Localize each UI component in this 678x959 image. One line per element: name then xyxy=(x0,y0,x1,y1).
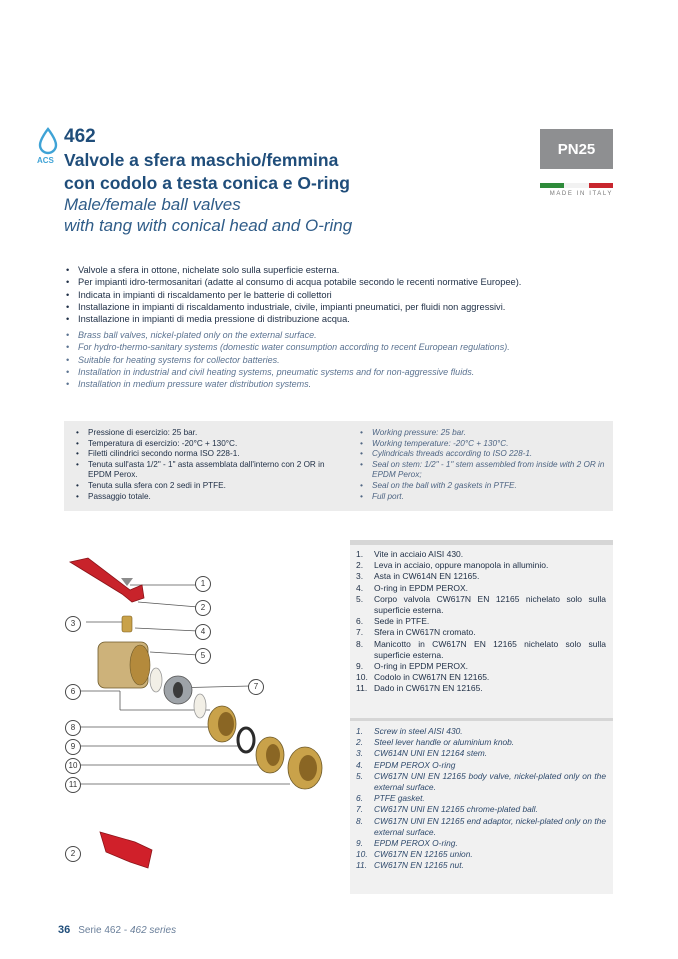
item-text: PTFE gasket. xyxy=(374,793,425,804)
item-text: CW617N UNI EN 12165 body valve, nickel-plated only on the external surface. xyxy=(374,770,606,793)
series-english: 462 series xyxy=(129,925,177,936)
list-item: • Valvole a sfera in ottone, nichelate solo sulla superficie esterna. xyxy=(64,264,624,276)
list-item xyxy=(356,793,606,804)
list-item: • Full port. xyxy=(358,492,610,503)
list-item: • Seal on stem: 1/2" - 1" stem assembled from inside with 2 OR in EPDM Perox; xyxy=(358,460,610,481)
item-number: 6. xyxy=(356,616,364,627)
list-item xyxy=(356,737,606,748)
parts-box-divider xyxy=(350,718,613,721)
list-item: • Indicata in impianti di riscaldamento per le batterie di collettori xyxy=(64,289,624,301)
page-title-english xyxy=(64,194,504,236)
list-item xyxy=(356,838,606,849)
item-number: 6. xyxy=(356,793,363,804)
list-item xyxy=(356,804,606,815)
item-text: O-ring in EPDM PEROX. xyxy=(374,582,468,593)
item-text: O-ring in EPDM PEROX. xyxy=(374,661,468,672)
list-item xyxy=(356,672,606,683)
list-item xyxy=(356,683,606,694)
item-text: Codolo in CW617N EN 12165. xyxy=(374,672,490,683)
callout-4: 4 xyxy=(195,624,211,640)
specs-list-english xyxy=(358,428,610,502)
list-item: • Temperatura di esercizio: -20°C + 130°C. xyxy=(74,439,330,450)
features-list-english xyxy=(64,329,624,390)
list-item xyxy=(356,549,606,560)
list-item xyxy=(356,748,606,759)
list-item: • Tenuta sulla sfera con 2 sedi in PTFE. xyxy=(74,481,330,492)
item-number: 4. xyxy=(356,582,364,593)
list-item xyxy=(356,571,606,582)
list-item: • Pressione di esercizio: 25 bar. xyxy=(74,428,330,439)
callout-8: 8 xyxy=(65,720,81,736)
list-item xyxy=(356,639,606,661)
item-text: Manicotto in CW617N EN 12165 nichelato solo sulla superficie esterna. xyxy=(374,638,606,660)
series-italian: Serie 462 xyxy=(78,925,122,936)
item-number: 1. xyxy=(356,549,364,559)
item-text: CW617N EN 12165 union. xyxy=(374,849,473,860)
item-number: 9. xyxy=(356,838,363,849)
item-number: 8. xyxy=(356,638,364,649)
list-item: • Suitable for heating systems for collector batteries. xyxy=(64,354,624,366)
item-number: 2. xyxy=(356,560,364,571)
title-it-line-1: Valvole a sfera maschio/femmina xyxy=(64,150,339,170)
list-item xyxy=(356,726,606,737)
item-number: 3. xyxy=(356,571,364,582)
item-number: 7. xyxy=(356,804,363,815)
item-number: 7. xyxy=(356,627,364,638)
item-number: 8. xyxy=(356,815,363,826)
pressure-rating-badge: PN25 xyxy=(540,129,613,169)
list-item: • Seal on the ball with 2 gaskets in PTFE. xyxy=(358,481,610,492)
item-number: 4. xyxy=(356,759,363,770)
series-separator: - xyxy=(121,925,130,936)
list-item xyxy=(356,661,606,672)
item-number: 1. xyxy=(356,726,363,736)
list-item: • Filetti cilindrici secondo norma ISO 228-1. xyxy=(74,449,330,460)
callout-10: 10 xyxy=(65,758,81,774)
item-number: 5. xyxy=(356,593,364,604)
title-en-line-1: Male/female ball valves xyxy=(64,195,241,214)
callout-11: 11 xyxy=(65,777,81,793)
title-en-line-2: with tang with conical head and O-ring xyxy=(64,216,353,235)
item-text: Leva in acciaio, oppure manopola in alluminio. xyxy=(374,560,549,571)
made-in-italy-label: MADE IN ITALY xyxy=(549,191,613,197)
list-item xyxy=(356,771,606,793)
callout-7: 7 xyxy=(248,679,264,695)
list-item: • Cylindricals threads according to ISO 228-1. xyxy=(358,449,610,460)
list-item: • Installation in industrial and civil heating systems, pneumatic systems and for non-aggressive fluids. xyxy=(64,366,624,378)
specs-list-italian xyxy=(74,428,330,502)
page-number: 36 xyxy=(58,924,71,936)
item-text: EPDM PEROX O-ring xyxy=(374,759,456,770)
item-text: CW614N UNI EN 12164 stem. xyxy=(374,748,488,759)
italian-flag xyxy=(540,183,613,188)
item-number: 3. xyxy=(356,748,363,759)
list-item xyxy=(356,760,606,771)
item-text: Dado in CW617N EN 12165. xyxy=(374,683,483,694)
list-item: • Working temperature: -20°C + 130°C. xyxy=(358,439,610,450)
list-item: • Passaggio totale. xyxy=(74,492,330,503)
item-number: 10. xyxy=(356,849,368,860)
item-text: Screw in steel AISI 430. xyxy=(374,726,463,736)
callout-3: 3 xyxy=(65,616,81,632)
list-item: • Installazione in impianti di media pressione di distribuzione acqua. xyxy=(64,313,624,325)
product-code: 462 xyxy=(64,126,96,147)
list-item xyxy=(356,594,606,616)
item-text: CW617N UNI EN 12165 chrome-plated ball. xyxy=(374,804,538,815)
callout-6: 6 xyxy=(65,684,81,700)
water-drop-icon xyxy=(38,127,58,155)
page-footer xyxy=(58,924,176,936)
callout-1: 1 xyxy=(195,576,211,592)
title-it-line-2: con codolo a testa conica e O-ring xyxy=(64,173,350,193)
features-list-italian xyxy=(64,264,624,325)
list-item xyxy=(356,816,606,838)
item-text: Vite in acciaio AISI 430. xyxy=(374,549,464,559)
list-item: • Brass ball valves, nickel-plated only on the external surface. xyxy=(64,329,624,341)
list-item xyxy=(356,583,606,594)
page-title-italian xyxy=(64,149,504,195)
item-text: CW617N EN 12165 nut. xyxy=(374,860,464,871)
list-item: • Installazione in impianti di riscaldamento industriale, civile, impianti pneumatici, per fluidi non aggressivi. xyxy=(64,301,624,313)
parts-list-italian xyxy=(356,549,606,695)
list-item: • Per impianti idro-termosanitari (adatte al consumo di acqua potabile secondo le recenti normative Europee). xyxy=(64,276,624,288)
list-item xyxy=(356,560,606,571)
item-number: 11. xyxy=(356,683,368,694)
callout-2-knob: 2 xyxy=(65,846,81,862)
list-item xyxy=(356,860,606,871)
item-text: Sfera in CW617N cromato. xyxy=(374,627,476,638)
list-item: • Tenuta sull'asta 1/2" - 1" asta assemblata dall'interno con 2 OR in EPDM Perox. xyxy=(74,460,330,481)
item-text: Corpo valvola CW617N EN 12165 nichelato solo sulla superficie esterna. xyxy=(374,593,606,616)
parts-box-top-bar xyxy=(350,540,613,545)
item-text: CW617N UNI EN 12165 end adaptor, nickel-plated only on the external surface. xyxy=(374,815,606,837)
item-number: 2. xyxy=(356,737,363,748)
item-text: EPDM PEROX O-ring. xyxy=(374,838,458,849)
list-item xyxy=(356,849,606,860)
item-number: 5. xyxy=(356,770,363,781)
item-text: Sede in PTFE. xyxy=(374,616,430,627)
list-item: • Working pressure: 25 bar. xyxy=(358,428,610,439)
item-number: 11. xyxy=(356,860,368,871)
item-number: 9. xyxy=(356,661,364,672)
list-item xyxy=(356,616,606,627)
parts-list-english xyxy=(356,726,606,872)
callout-5: 5 xyxy=(195,648,211,664)
callout-2: 2 xyxy=(195,600,211,616)
list-item: • For hydro-thermo-sanitary systems (domestic water consumption according to recent European regulations). xyxy=(64,341,624,353)
acs-label: ACS xyxy=(37,156,54,165)
item-text: Steel lever handle or aluminium knob. xyxy=(374,737,515,748)
list-item: • Installation in medium pressure water distribution systems. xyxy=(64,378,624,390)
callout-9: 9 xyxy=(65,739,81,755)
list-item xyxy=(356,627,606,638)
item-text: Asta in CW614N EN 12165. xyxy=(374,571,480,582)
item-number: 10. xyxy=(356,672,368,683)
